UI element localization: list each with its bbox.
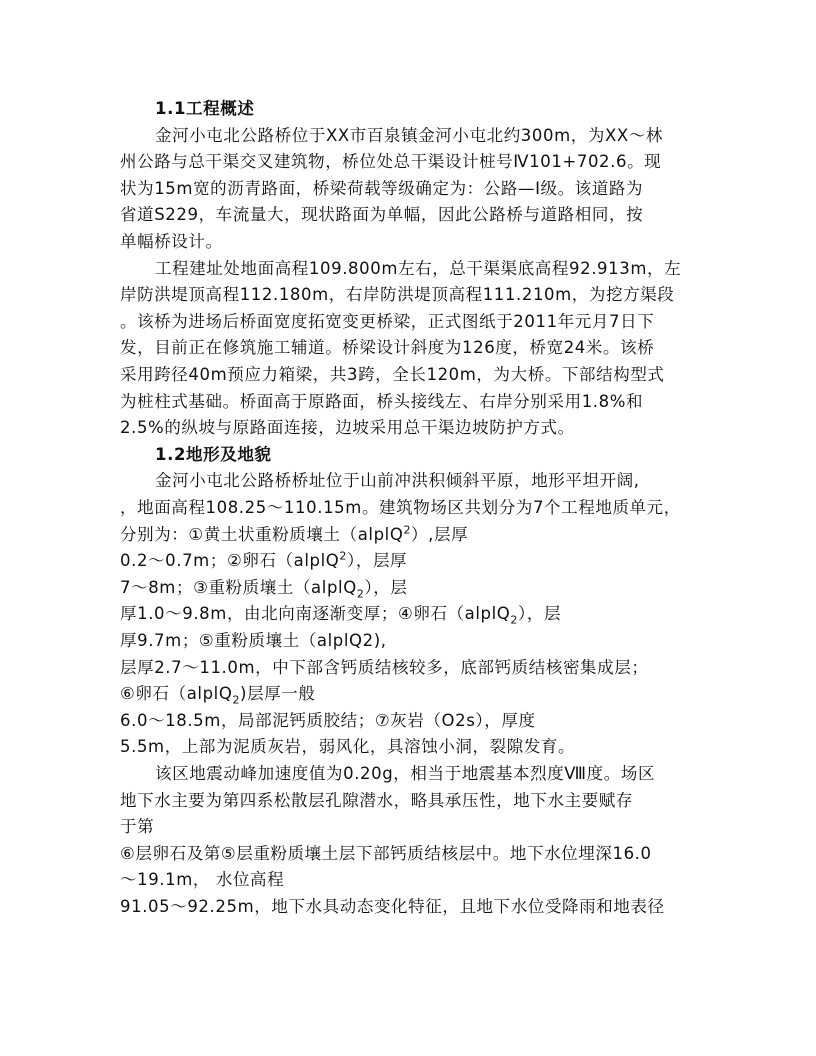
text-line	[155, 123, 735, 149]
text-line	[120, 628, 700, 654]
text-line	[120, 309, 700, 335]
superscript: 2	[403, 523, 412, 537]
text-line	[120, 575, 700, 601]
line-text: 金河小屯北公路桥桥址位于山前冲洪积倾斜平原，地形平坦开阔,	[155, 471, 640, 491]
line-text-tail: ），层	[364, 577, 408, 597]
line-text: 5.5m，上部为泥质灰岩，弱风化，具溶蚀小洞，裂隙发育。	[120, 737, 576, 757]
text-line	[120, 788, 700, 814]
line-text: ⑥层卵石及第⑤层重粉质壤土层下部钙质结核层中。地下水位埋深16.0	[120, 843, 652, 863]
line-text: 厚1.0～9.8m，由北向南逐渐变厚；④卵石（alplQ	[120, 604, 511, 624]
section-heading	[155, 442, 735, 468]
line-text: 于第	[120, 817, 155, 837]
text-line	[120, 522, 700, 548]
line-text: ⑥卵石（alplQ	[120, 684, 233, 704]
text-line	[120, 841, 700, 867]
line-text: 1.1工程概述	[155, 99, 255, 118]
subscript: 2	[356, 587, 365, 601]
line-text: 金河小屯北公路桥位于XX市百泉镇金河小屯北约300m，为XX～林	[155, 125, 663, 145]
line-text: 层厚2.7～11.0m，中下部含钙质结核较多，底部钙质结核密集成层；	[120, 657, 649, 677]
section-heading	[155, 96, 735, 122]
line-text: 岸防洪堤顶高程112.180m，右岸防洪堤顶高程111.210m，为挖方渠段	[120, 285, 675, 305]
line-text: 。该桥为进场后桥面宽度拓宽变更桥梁，正式图纸于2011年元月7日下	[120, 311, 655, 331]
text-line	[120, 202, 700, 228]
text-line	[120, 495, 700, 521]
line-text: 发，目前正在修筑施工辅道。桥梁设计斜度为126度，桥宽24米。该桥	[120, 338, 655, 358]
line-text: 采用跨径40m预应力箱梁，共3跨，全长120m，为大桥。下部结构型式	[120, 365, 665, 384]
line-text: ，地面高程108.25～110.15m。建筑物场区共划分为7个工程地质单元，	[120, 498, 681, 517]
line-text-tail: )层厚一般	[240, 684, 316, 704]
line-text: 2.5%的纵坡与原路面连接，边坡采用总干渠边坡防护方式。	[120, 418, 575, 438]
text-line	[120, 282, 700, 308]
superscript: 2	[339, 549, 347, 563]
text-line	[120, 229, 700, 255]
line-text: 91.05～92.25m，地下水具动态变化特征，且地下水位受降雨和地表径	[120, 897, 665, 916]
line-text: 状为15m宽的沥青路面，桥梁荷载等级确定为：公路—Ⅰ级。该道路为	[120, 178, 644, 198]
text-line	[120, 176, 700, 202]
text-line	[120, 548, 700, 574]
line-text: 6.0～18.5m，局部泥钙质胶结；⑦灰岩（O2s），厚度	[120, 710, 536, 730]
text-line	[120, 681, 700, 707]
line-text: 7～8m；③重粉质壤土（alplQ	[120, 577, 357, 597]
line-text: 0.2～0.7m；②卵石（alplQ	[120, 551, 340, 571]
text-line	[120, 335, 700, 361]
line-text: 厚9.7m；⑤重粉质壤土（alplQ2),	[120, 631, 387, 650]
line-text-tail: ），层	[518, 604, 562, 624]
line-text: 该区地震动峰加速度值为0.20g，相当于地震基本烈度Ⅷ度。场区	[155, 764, 656, 783]
text-line	[120, 415, 700, 441]
text-line	[155, 468, 735, 494]
line-text: 1.2地形及地貌	[155, 444, 272, 464]
line-text: 州公路与总干渠交叉建筑物，桥位处总干渠设计桩号Ⅳ101+702.6。现	[120, 152, 662, 172]
line-text: 单幅桥设计。	[120, 232, 223, 251]
text-line	[120, 362, 700, 388]
line-text: 地下水主要为第四系松散层孔隙潜水，略具承压性，地下水主要赋存	[120, 790, 633, 810]
subscript: 2	[232, 693, 241, 707]
text-line	[155, 761, 735, 787]
line-text: 省道S229，车流量大，现状路面为单幅，因此公路桥与道路相同，按	[120, 205, 644, 225]
text-line	[120, 601, 700, 627]
line-text: 工程建址处地面高程109.800m左右，总干渠渠底高程92.913m，左	[155, 258, 682, 278]
text-line	[155, 256, 735, 282]
text-line	[120, 814, 700, 840]
text-line	[120, 734, 700, 760]
line-text-tail: ），层厚	[347, 551, 408, 571]
text-line	[120, 655, 700, 681]
line-text: 分别为：①黄土状重粉质壤土（alplQ	[120, 524, 404, 544]
subscript: 2	[510, 613, 518, 627]
text-line	[120, 708, 700, 734]
line-text: 为桩柱式基础。桥面高于原路面，桥头接线左、右岸分别采用1.8%和	[120, 391, 644, 411]
text-line	[120, 149, 700, 175]
text-line	[120, 894, 700, 920]
line-text-tail: ）,层厚	[411, 524, 469, 544]
line-text: ～19.1m， 水位高程	[120, 870, 285, 890]
text-line	[120, 389, 700, 415]
text-line	[120, 867, 700, 893]
